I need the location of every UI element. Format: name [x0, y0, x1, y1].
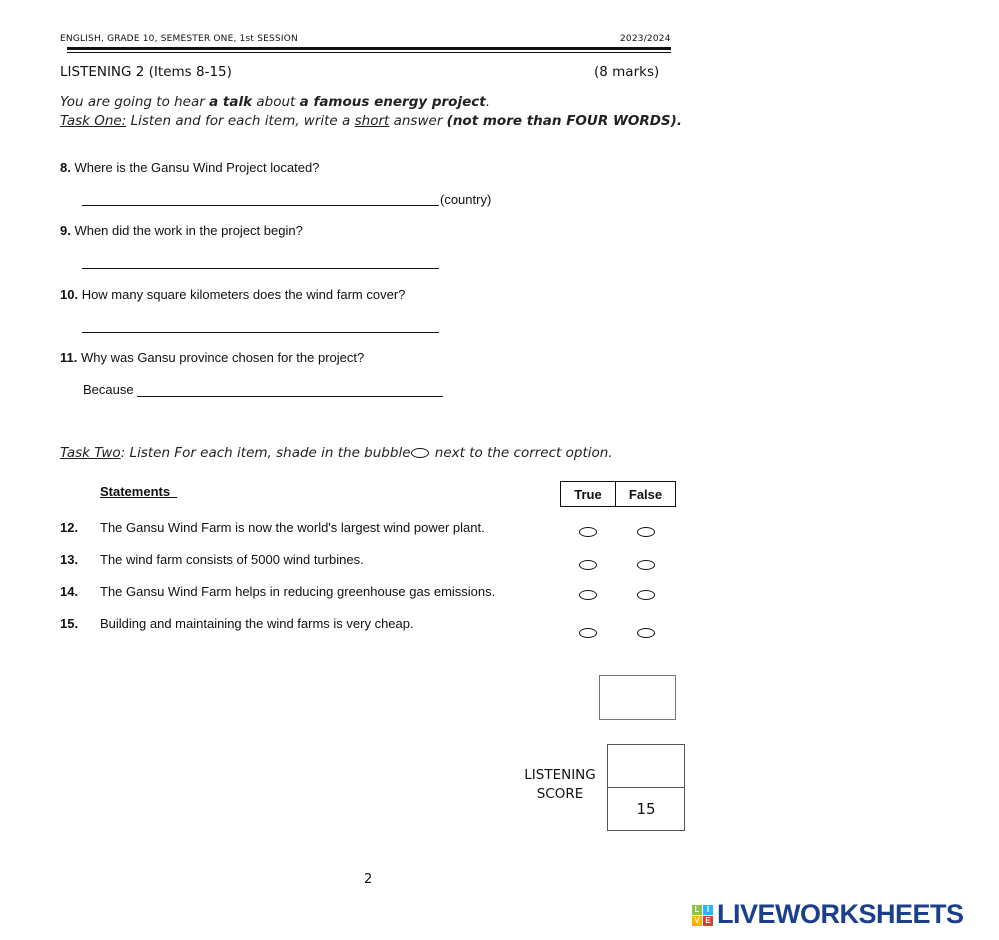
- answer-line-10[interactable]: [82, 332, 439, 333]
- section-title: LISTENING 2 (Items 8-15): [60, 64, 232, 80]
- question-10: 10. How many square kilometers does the wind farm cover?: [60, 287, 406, 302]
- bubble-13-false[interactable]: [637, 560, 655, 570]
- bubble-14-false[interactable]: [637, 590, 655, 600]
- answer-line-11[interactable]: [137, 396, 443, 397]
- section-marks: (8 marks): [594, 64, 660, 80]
- false-column-header: False: [615, 481, 676, 507]
- bubble-14-true[interactable]: [579, 590, 597, 600]
- listening-score-total: 15: [607, 787, 685, 831]
- statement-12: The Gansu Wind Farm is now the world's largest wind power plant.: [100, 520, 485, 535]
- bubble-13-true[interactable]: [579, 560, 597, 570]
- statement-15: Building and maintaining the wind farms is very cheap.: [100, 616, 414, 631]
- item-number-15: 15.: [60, 616, 79, 631]
- bubble-15-true[interactable]: [579, 628, 597, 638]
- true-column-header: True: [560, 481, 616, 507]
- item-score-box[interactable]: [599, 675, 676, 720]
- intro-text: You are going to hear a talk about a famous energy project.: [60, 94, 490, 110]
- question-11: 11. Why was Gansu province chosen for the project?: [60, 350, 365, 365]
- question-9: 9. When did the work in the project begin?: [60, 223, 303, 238]
- task-one-instruction: Task One: Listen and for each item, write a short answer (not more than FOUR WORDS).: [60, 113, 682, 129]
- item-number-13: 13.: [60, 552, 79, 567]
- item-number-14: 14.: [60, 584, 79, 599]
- bubble-example-icon: [411, 448, 429, 458]
- liveworksheets-brand[interactable]: LIVEWORKSHEETS: [717, 899, 964, 929]
- statements-header: Statements: [100, 484, 171, 499]
- header-rule: [67, 47, 671, 50]
- listening-score-input[interactable]: [607, 744, 685, 788]
- header-year: 2023/2024: [620, 34, 671, 44]
- statement-14: The Gansu Wind Farm helps in reducing greenhouse gas emissions.: [100, 584, 496, 599]
- statement-13: The wind farm consists of 5000 wind turbines.: [100, 552, 364, 567]
- item-number-12: 12.: [60, 520, 79, 535]
- task-two-instruction: Task Two: Listen For each item, shade in the bubble next to the correct option.: [60, 445, 613, 461]
- bubble-12-false[interactable]: [637, 527, 655, 537]
- task-one-label: Task One:: [60, 113, 127, 129]
- liveworksheets-logo-icon: L I V E: [692, 905, 714, 927]
- answer-suffix-country: (country): [440, 192, 492, 207]
- bubble-12-true[interactable]: [579, 527, 597, 537]
- header-left: ENGLISH, GRADE 10, SEMESTER ONE, 1st SESSION: [60, 34, 298, 44]
- answer-prefix-because: Because: [83, 382, 134, 397]
- bubble-15-false[interactable]: [637, 628, 655, 638]
- answer-line-9[interactable]: [82, 268, 439, 269]
- listening-score-label: LISTENING SCORE: [524, 767, 596, 802]
- task-two-label: Task Two: [60, 445, 121, 461]
- question-8: 8. Where is the Gansu Wind Project located?: [60, 160, 320, 175]
- page-number: 2: [364, 872, 373, 887]
- header-rule-thin: [67, 52, 671, 53]
- answer-line-8[interactable]: [82, 205, 439, 206]
